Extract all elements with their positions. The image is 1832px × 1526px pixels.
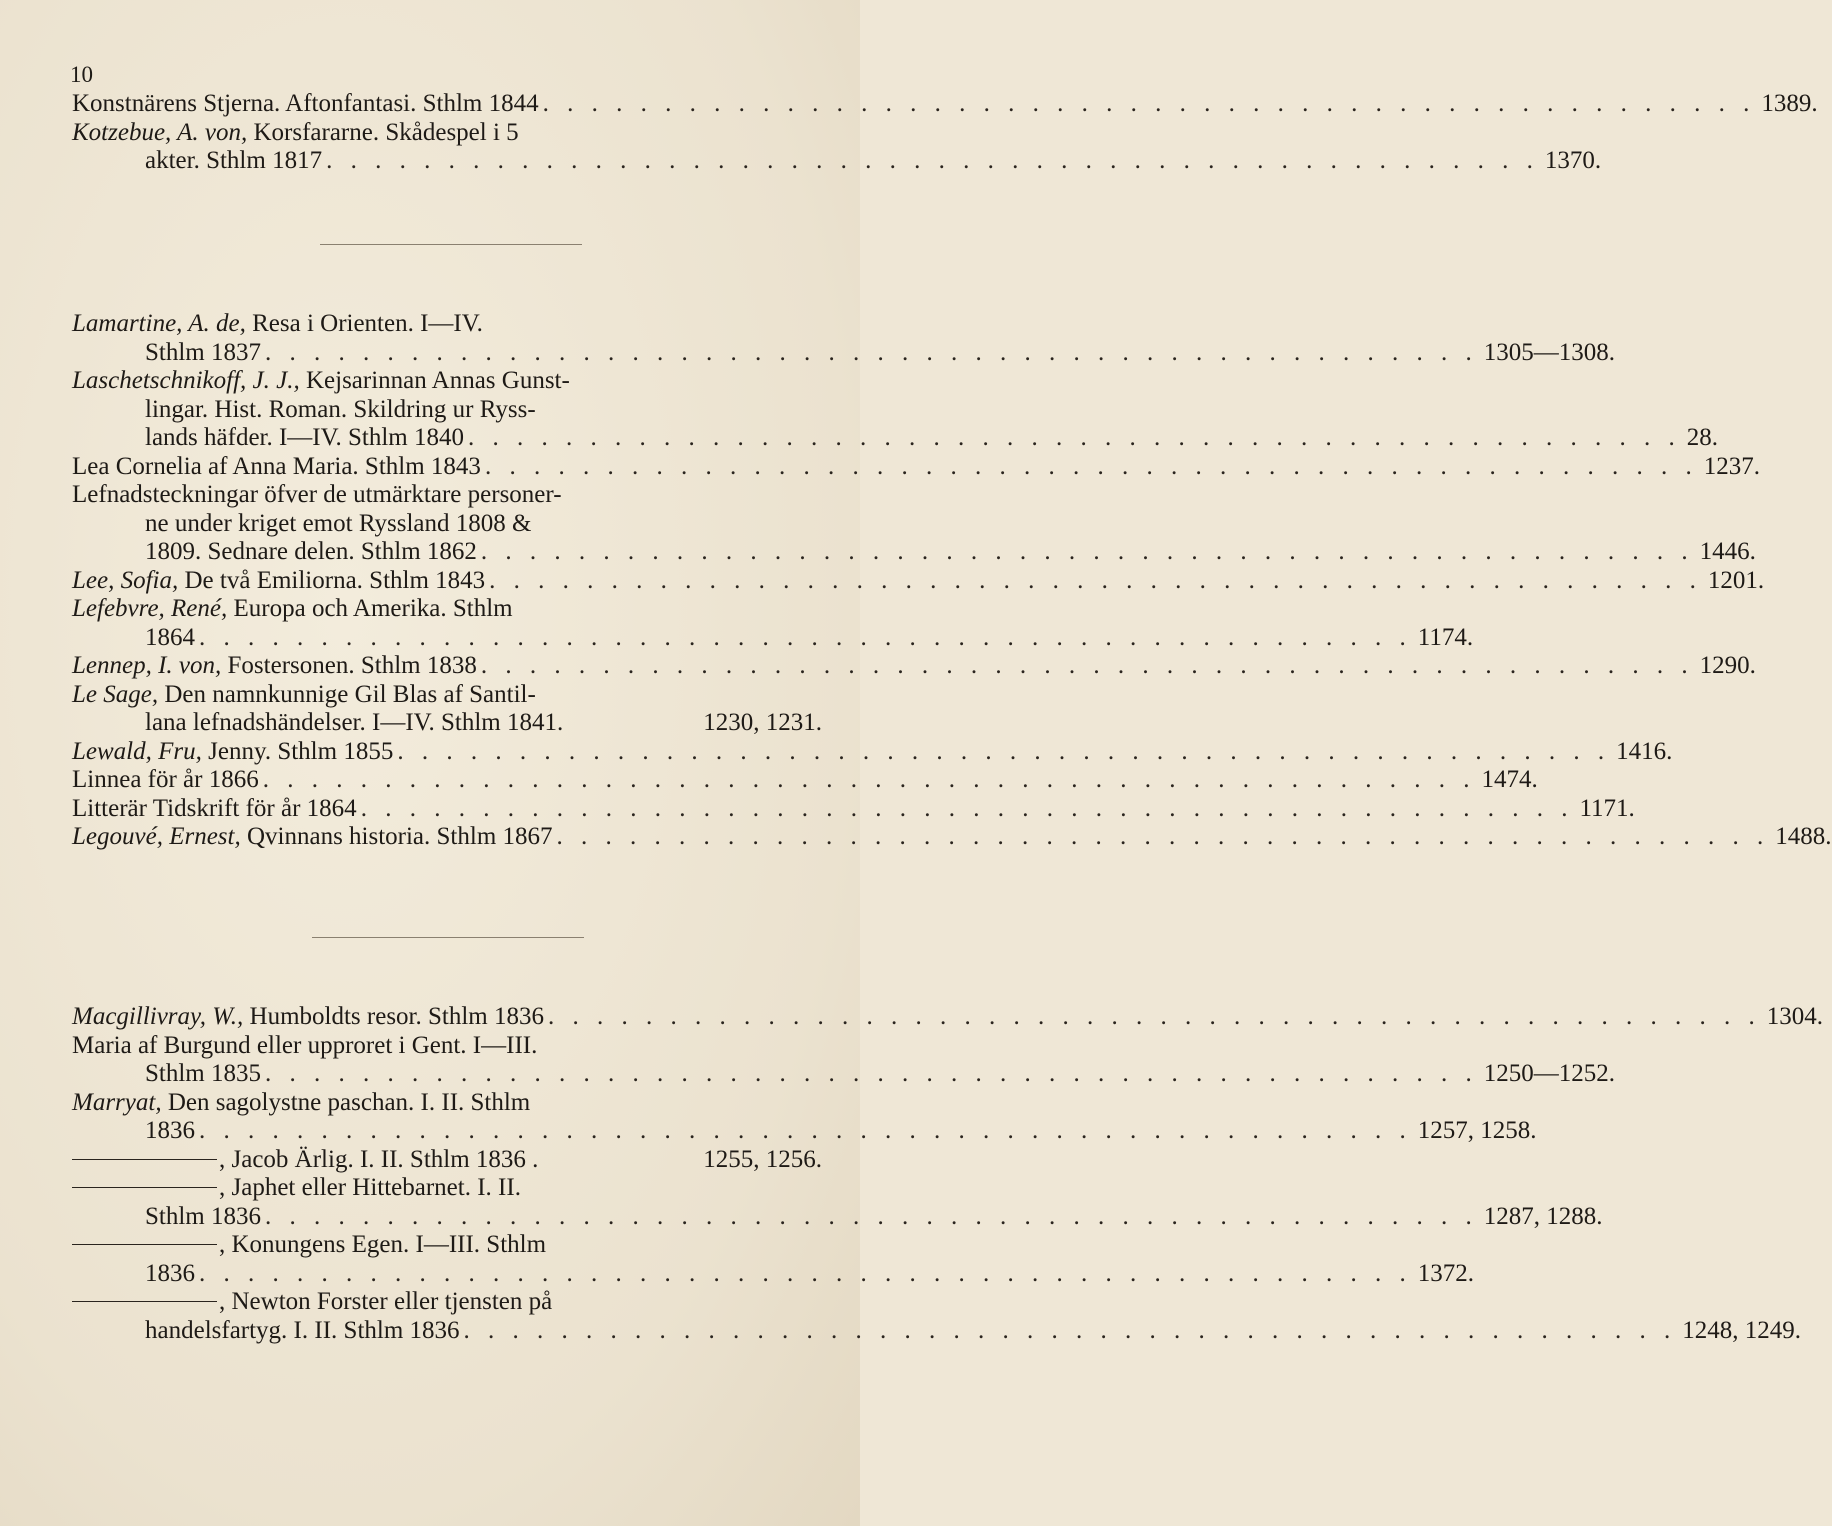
entry-text bbox=[72, 1032, 537, 1061]
entry-title: Humboldts resor. Sthlm 1836 bbox=[243, 1003, 544, 1030]
entry-author: Lefebvre, René, bbox=[72, 595, 228, 622]
index-entry bbox=[72, 823, 1832, 852]
entry-continuation-line bbox=[72, 1060, 1615, 1089]
catalog-number: 1488. bbox=[1775, 823, 1832, 850]
entry-title: Sthlm 1837 bbox=[145, 338, 261, 366]
entry-text bbox=[72, 681, 536, 710]
leader-dots bbox=[539, 90, 1762, 119]
entry-first-line bbox=[72, 823, 1832, 852]
index-section-m bbox=[72, 1003, 1823, 1345]
index-section-k bbox=[72, 90, 1818, 176]
entry-text bbox=[145, 1117, 195, 1146]
entry-title: 1809. Sednare delen. Sthlm 1862 bbox=[145, 538, 477, 565]
index-section-l bbox=[72, 310, 1832, 852]
entry-author: Lennep, I. von, bbox=[72, 652, 222, 679]
entry-title: Europa och Amerika. Sthlm bbox=[227, 595, 513, 622]
catalog-number: 1174. bbox=[1417, 623, 1474, 651]
entry-first-line bbox=[72, 737, 1673, 767]
leader-dots bbox=[485, 567, 1708, 596]
entry-text bbox=[72, 453, 481, 482]
index-entry bbox=[72, 481, 1756, 567]
catalog-number: 1416. bbox=[1616, 737, 1673, 765]
catalog-number: 1446. bbox=[1699, 538, 1756, 565]
entry-title: handelsfartyg. I. II. Sthlm 1836 bbox=[145, 1316, 460, 1344]
entry-first-line bbox=[72, 1089, 822, 1118]
entry-title: Konstnärens Stjerna. Aftonfantasi. Sthlm 1844 bbox=[72, 90, 539, 117]
entry-first-line bbox=[72, 1231, 822, 1260]
entry-first-line bbox=[72, 367, 822, 396]
entry-first-line bbox=[72, 481, 822, 510]
entry-title: Qvinnans historia. Sthlm 1867 bbox=[240, 823, 553, 850]
entry-title: 1836 bbox=[145, 1117, 195, 1144]
leader-dots bbox=[357, 795, 1580, 824]
entry-title: Sthlm 1835 bbox=[145, 1060, 261, 1087]
catalog-number: 1201. bbox=[1707, 566, 1765, 594]
entry-author: Laschetschnikoff, J. J., bbox=[72, 367, 300, 394]
entry-title: 1864 bbox=[145, 623, 195, 651]
leader-dots bbox=[544, 1003, 1767, 1032]
entry-title: Linnea för år 1866 bbox=[72, 766, 259, 793]
leader-dots bbox=[259, 766, 1482, 795]
entry-title: De två Emiliorna. Sthlm 1843 bbox=[178, 566, 486, 594]
entry-first-line bbox=[72, 1174, 822, 1203]
entry-title: Lea Cornelia af Anna Maria. Sthlm 1843 bbox=[72, 452, 481, 480]
entry-title: Lefnadsteckningar öfver de utmärktare personer- bbox=[72, 481, 562, 508]
entry-first-line bbox=[72, 119, 822, 148]
entry-title: 1836 bbox=[145, 1259, 195, 1287]
catalog-number: 1370. bbox=[1544, 147, 1602, 174]
catalog-number: 1255, 1256. bbox=[703, 1145, 822, 1173]
index-entry bbox=[72, 1003, 1823, 1032]
entry-text bbox=[145, 1317, 460, 1346]
leader-dots bbox=[261, 1060, 1484, 1089]
entry-text bbox=[145, 147, 322, 176]
entry-author: Lee, Sofia, bbox=[72, 566, 179, 594]
entry-title: lands häfder. I—IV. Sthlm 1840 bbox=[145, 424, 464, 451]
entry-text bbox=[72, 1174, 521, 1203]
entry-first-line bbox=[72, 1032, 822, 1061]
entry-text bbox=[72, 1288, 552, 1317]
index-entry bbox=[72, 794, 1635, 824]
leader-dots bbox=[261, 1203, 1484, 1232]
entry-author: Marryat, bbox=[72, 1088, 162, 1116]
index-entry bbox=[72, 1088, 1537, 1146]
index-entry bbox=[72, 1031, 1615, 1089]
entry-title: Maria af Burgund eller upproret i Gent. I—III. bbox=[72, 1031, 538, 1059]
leader-dots bbox=[195, 1117, 1418, 1146]
catalog-number: 1290. bbox=[1699, 652, 1756, 679]
entry-continuation-line bbox=[72, 147, 1602, 176]
entry-text bbox=[72, 310, 483, 339]
entry-text bbox=[145, 510, 531, 539]
entry-continuation-line bbox=[72, 623, 1474, 653]
entry-author: Macgillivray, W., bbox=[72, 1003, 244, 1030]
entry-text bbox=[145, 624, 195, 653]
section-divider bbox=[320, 244, 582, 245]
ditto-dash bbox=[72, 1187, 217, 1188]
ditto-dash bbox=[72, 1301, 217, 1302]
entry-title: , Japhet eller Hittebarnet. I. II. bbox=[219, 1174, 521, 1201]
entry-author: Lamartine, A. de, bbox=[72, 310, 246, 337]
index-entry bbox=[72, 310, 1615, 367]
leader-dots bbox=[477, 538, 1700, 567]
entry-text bbox=[72, 1146, 538, 1175]
index-entry bbox=[72, 766, 1538, 795]
index-entry bbox=[72, 737, 1673, 767]
entry-text bbox=[72, 1003, 544, 1032]
entry-title: Resa i Orienten. I—IV. bbox=[245, 310, 483, 337]
entry-text bbox=[72, 738, 393, 767]
entry-first-line bbox=[72, 310, 822, 339]
entry-text bbox=[145, 1260, 195, 1289]
entry-text bbox=[72, 481, 562, 510]
entry-continuation-line bbox=[72, 538, 1756, 567]
section-divider bbox=[312, 937, 584, 938]
page-number: 10 bbox=[70, 62, 93, 87]
catalog-number: 1250—1252. bbox=[1483, 1060, 1615, 1087]
entry-first-line bbox=[72, 766, 1538, 795]
entry-continuation-line bbox=[72, 510, 822, 539]
entry-text bbox=[72, 119, 519, 148]
entry-title: ne under kriget emot Ryssland 1808 & bbox=[145, 509, 532, 537]
entry-title: , Newton Forster eller tjensten på bbox=[219, 1288, 553, 1315]
entry-title: Den sagolystne paschan. I. II. Sthlm bbox=[161, 1088, 531, 1116]
ditto-dash bbox=[72, 1159, 217, 1160]
entry-title: akter. Sthlm 1817 bbox=[145, 147, 323, 174]
catalog-number: 1257, 1258. bbox=[1417, 1117, 1537, 1144]
index-entry bbox=[72, 1231, 1474, 1288]
entry-text bbox=[72, 1231, 546, 1260]
entry-text bbox=[145, 1203, 261, 1232]
index-entry bbox=[72, 1146, 822, 1175]
entry-first-line bbox=[72, 652, 1756, 681]
index-entry bbox=[72, 566, 1765, 596]
leader-dots bbox=[322, 147, 1545, 176]
leader-dots bbox=[195, 624, 1418, 653]
catalog-number: 1389. bbox=[1761, 90, 1818, 117]
entry-continuation-line bbox=[72, 1117, 1537, 1146]
entry-title: Kejsarinnan Annas Gunst- bbox=[299, 367, 570, 394]
entry-text bbox=[145, 339, 261, 368]
entry-text bbox=[72, 1089, 530, 1118]
catalog-number: 1474. bbox=[1481, 766, 1538, 793]
entry-text bbox=[72, 652, 477, 681]
entry-first-line bbox=[72, 90, 1818, 119]
entry-first-line bbox=[72, 1288, 822, 1317]
entry-author: Kotzebue, A. von, bbox=[72, 118, 248, 146]
index-entry bbox=[72, 118, 1602, 176]
entry-title: lingar. Hist. Roman. Skildring ur Ryss- bbox=[145, 395, 536, 423]
catalog-number: 1372. bbox=[1417, 1259, 1474, 1287]
entry-title: Korsfararne. Skådespel i 5 bbox=[247, 118, 519, 146]
catalog-number: 1287, 1288. bbox=[1483, 1202, 1603, 1230]
leader-dots bbox=[464, 424, 1687, 453]
entry-text bbox=[72, 823, 553, 852]
index-entry bbox=[72, 681, 822, 738]
entry-continuation-line bbox=[72, 709, 822, 738]
entry-text bbox=[145, 396, 536, 425]
entry-continuation-line bbox=[72, 1202, 1603, 1232]
entry-title: , Jacob Ärlig. I. II. Sthlm 1836 . bbox=[219, 1145, 539, 1173]
entry-text bbox=[145, 1060, 261, 1089]
entry-text bbox=[145, 424, 464, 453]
entry-text bbox=[145, 538, 477, 567]
catalog-number: 28. bbox=[1686, 424, 1718, 451]
entry-text bbox=[72, 367, 570, 396]
entry-text bbox=[145, 709, 563, 738]
entry-title: Sthlm 1836 bbox=[145, 1202, 261, 1230]
index-entry bbox=[72, 1174, 1603, 1231]
entry-continuation-line bbox=[72, 1316, 1802, 1346]
catalog-number: 1305—1308. bbox=[1483, 338, 1615, 366]
entry-continuation-line bbox=[72, 1259, 1474, 1289]
entry-title: lana lefnadshändelser. I—IV. Sthlm 1841. bbox=[145, 709, 564, 736]
entry-continuation-line bbox=[72, 338, 1615, 368]
entry-text bbox=[72, 90, 539, 119]
entry-title: Den namnkunnige Gil Blas af Santil- bbox=[158, 680, 536, 708]
catalog-number: 1230, 1231. bbox=[703, 709, 822, 736]
entry-first-line bbox=[72, 1003, 1823, 1032]
entry-text bbox=[72, 766, 259, 795]
leader-dots bbox=[553, 823, 1776, 852]
entry-title: Fostersonen. Sthlm 1838 bbox=[221, 652, 477, 679]
entry-first-line bbox=[72, 452, 1760, 482]
entry-first-line bbox=[72, 595, 822, 624]
entry-text bbox=[72, 567, 485, 596]
entry-author: Lewald, Fru, bbox=[72, 737, 202, 765]
index-entry bbox=[72, 1288, 1802, 1345]
ditto-dash bbox=[72, 1244, 217, 1245]
leader-dots bbox=[261, 339, 1484, 368]
index-entry bbox=[72, 595, 1474, 652]
catalog-number: 1171. bbox=[1579, 794, 1635, 822]
index-entry bbox=[72, 652, 1756, 681]
entry-title: Litterär Tidskrift för år 1864 bbox=[72, 794, 357, 822]
entry-first-line bbox=[72, 681, 822, 710]
index-entry bbox=[72, 367, 1718, 453]
catalog-number: 1304. bbox=[1766, 1003, 1823, 1030]
entry-first-line bbox=[72, 1146, 822, 1175]
entry-title: , Konungens Egen. I—III. Sthlm bbox=[219, 1231, 547, 1258]
entry-title: Jenny. Sthlm 1855 bbox=[201, 737, 394, 765]
catalog-number: 1237. bbox=[1703, 452, 1760, 480]
leader-dots bbox=[481, 453, 1704, 482]
entry-first-line bbox=[72, 794, 1635, 824]
entry-text bbox=[72, 595, 513, 624]
entry-continuation-line bbox=[72, 396, 822, 425]
leader-dots bbox=[393, 738, 1616, 767]
leader-dots bbox=[477, 652, 1700, 681]
index-entry bbox=[72, 452, 1760, 482]
entry-author: Le Sage, bbox=[72, 680, 159, 708]
catalog-number: 1248, 1249. bbox=[1682, 1316, 1802, 1344]
leader-dots bbox=[460, 1317, 1683, 1346]
entry-continuation-line bbox=[72, 424, 1718, 453]
entry-text bbox=[72, 795, 357, 824]
index-entry bbox=[72, 90, 1818, 119]
entry-author: Legouvé, Ernest, bbox=[72, 823, 241, 850]
leader-dots bbox=[195, 1260, 1418, 1289]
entry-first-line bbox=[72, 566, 1765, 596]
